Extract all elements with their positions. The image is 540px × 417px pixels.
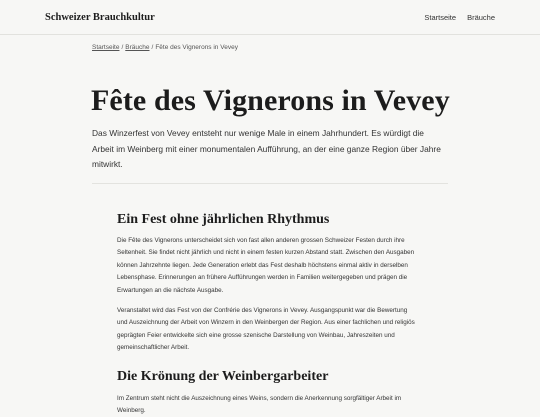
- breadcrumb: [92, 44, 238, 51]
- article-body: [117, 212, 417, 417]
- page-lead: Das Winzerfest von Vevey entsteht nur wenige Male in einem Jahrhundert. Es würdigt die Arbeit im Weinberg mit einer monumentalen Aufführung, an der eine ganze Region über Jahre mitwirkt.: [92, 128, 441, 169]
- paragraph: Veranstaltet wird das Fest von der Confrérie des Vignerons in Vevey. Ausgangspunkt war die Bewertung und Auszeichnung der Arbeit von Winzern in den Weinbergen der Region. Aus einer fachlichen und religiös geprägten Feier entwickelte sich eine grosse szenische Darstellung von Weinbau, Jahreszeiten und gemeinschaftlicher Arbeit.: [117, 307, 415, 352]
- page-title: Fête des Vignerons in Vevey: [91, 84, 450, 117]
- nav-link-startseite[interactable]: Startseite: [424, 12, 457, 22]
- breadcrumb-link-startseite[interactable]: Startseite: [92, 44, 120, 51]
- breadcrumb-link-braeuche[interactable]: Bräuche: [125, 44, 150, 51]
- breadcrumb-separator: /: [151, 44, 154, 51]
- breadcrumb-separator: /: [121, 44, 124, 51]
- divider: [92, 183, 448, 184]
- section-heading: Die Krönung der Weinbergarbeiter: [117, 368, 329, 384]
- paragraph: Im Zentrum steht nicht die Auszeichnung eines Weins, sondern die Anerkennung sorgfältiger Arbeit im Weinberg.: [117, 394, 402, 415]
- site-title[interactable]: Schweizer Brauchkultur: [45, 11, 155, 23]
- nav-link-braeuche[interactable]: Bräuche: [467, 12, 495, 22]
- main-nav: [424, 13, 495, 22]
- paragraph: Die Fête des Vignerons unterscheidet sich von fast allen anderen grossen Schweizer Festen durch ihre Seltenheit. Sie findet nicht jährlich und nicht in einem festen kurzen Abstand statt. Zwischen den Ausgaben können Jahrzehnte liegen. Jede Generation erlebt das Fest deshalb höchstens einmal aktiv in derselben Lebensphase. Erinnerungen an frühere Aufführungen werden in Familien weitergegeben und prägen die Erwartungen an die nächste Ausgabe.: [117, 237, 415, 294]
- section-heading: Ein Fest ohne jährlichen Rhythmus: [117, 212, 330, 227]
- breadcrumb-current: Fête des Vignerons in Vevey: [155, 44, 238, 51]
- site-header: [0, 0, 540, 35]
